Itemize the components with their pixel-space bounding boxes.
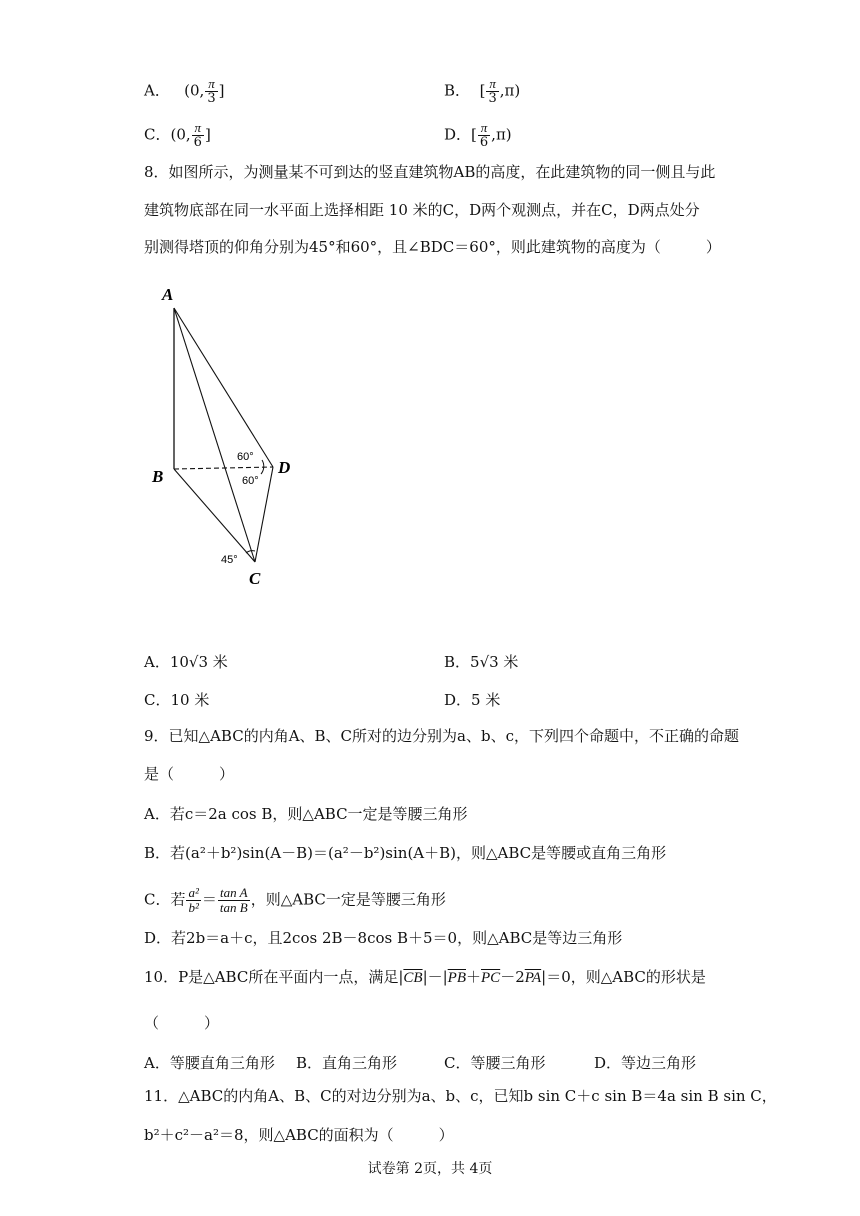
point-label-a: A bbox=[162, 285, 174, 304]
q10-option-d: D．等边三角形 bbox=[594, 1054, 697, 1072]
q10-stem-line2: （ ） bbox=[144, 1014, 220, 1032]
q7-option-b: B． [ $\frac{\pi}{3}$ ,π) bbox=[444, 76, 521, 106]
q8-geometry-figure bbox=[140, 282, 320, 592]
segment-bd bbox=[174, 467, 273, 469]
q8-stem-line2: 建筑物底部在同一水平面上选择相距 10 米的C，D两个观测点，并在C，D两点处分 bbox=[144, 201, 700, 219]
angle-label-upper: 60° bbox=[237, 451, 254, 463]
angle-label-c: 45° bbox=[221, 554, 238, 566]
q9-option-b: B．若(a²＋b²)sin(A－B)＝(a²－b²)sin(A＋B)，则△ABC是等腰或直角三角形 bbox=[144, 844, 667, 862]
q10-option-a: A．等腰直角三角形 bbox=[144, 1054, 275, 1072]
q8-option-a: A．10√3 米 bbox=[144, 653, 228, 671]
point-label-c: C bbox=[249, 569, 261, 588]
q11-stem-line1: 11．△ABC的内角A、B、C的对边分别为a、b、c，已知b sin C＋c sin B＝4a sin B sin C， bbox=[144, 1087, 777, 1105]
q9-option-c: C．若 $\frac{\text{a²}}{\text{b²}}$ ＝ $\frac{\text{tan A}}{\text{tan B}}$ ，则△ABC一定是等腰三角形 bbox=[144, 885, 446, 915]
q11-stem-line2: b²＋c²－a²＝8，则△ABC的面积为（ ） bbox=[144, 1126, 454, 1144]
segment-ac bbox=[174, 308, 255, 562]
q9-option-d: D．若2b＝a＋c，且2cos 2B－8cos B＋5＝0，则△ABC是等边三角形 bbox=[144, 929, 623, 947]
q8-option-b: B．5√3 米 bbox=[444, 653, 519, 671]
q10-stem-line1: 10．P是△ABC所在平面内一点，满足$|\overline{CB}|-|\overline{PB}+\overline{PC}-2\overline{PA}|=0$，则△ABC的形状是 bbox=[144, 968, 706, 986]
q8-stem-line1: 8．如图所示，为测量某不可到达的竖直建筑物AB的高度，在此建筑物的同一侧且与此 bbox=[144, 163, 716, 181]
q7-option-a: A． (0, $\frac{\pi}{3}$ ] bbox=[144, 76, 225, 106]
q8-option-d: D．5 米 bbox=[444, 691, 501, 709]
q7-option-d: D．[ $\frac{\pi}{6}$ ,π) bbox=[444, 120, 512, 150]
q8-stem-line3: 别测得塔顶的仰角分别为45°和60°，且∠BDC＝60°，则此建筑物的高度为（ ） bbox=[144, 238, 721, 256]
angle-label-lower: 60° bbox=[242, 475, 259, 487]
segment-ad bbox=[174, 308, 273, 467]
q7-option-c: C．(0, $\frac{\pi}{6}$ ] bbox=[144, 120, 211, 150]
q10-option-b: B．直角三角形 bbox=[296, 1054, 398, 1072]
q9-option-a: A．若c＝2a cos B，则△ABC一定是等腰三角形 bbox=[144, 805, 468, 823]
q8-option-c: C．10 米 bbox=[144, 691, 210, 709]
q9-stem-line1: 9．已知△ABC的内角A、B、C所对的边分别为a、b、c，下列四个命题中，不正确的命题 bbox=[144, 727, 739, 745]
point-label-b: B bbox=[152, 467, 164, 486]
point-label-d: D bbox=[278, 458, 291, 477]
page-footer: 试卷第 2页，共 4页 bbox=[367, 1161, 493, 1177]
q10-option-c: C．等腰三角形 bbox=[444, 1054, 546, 1072]
q9-stem-line2: 是（ ） bbox=[144, 765, 235, 783]
